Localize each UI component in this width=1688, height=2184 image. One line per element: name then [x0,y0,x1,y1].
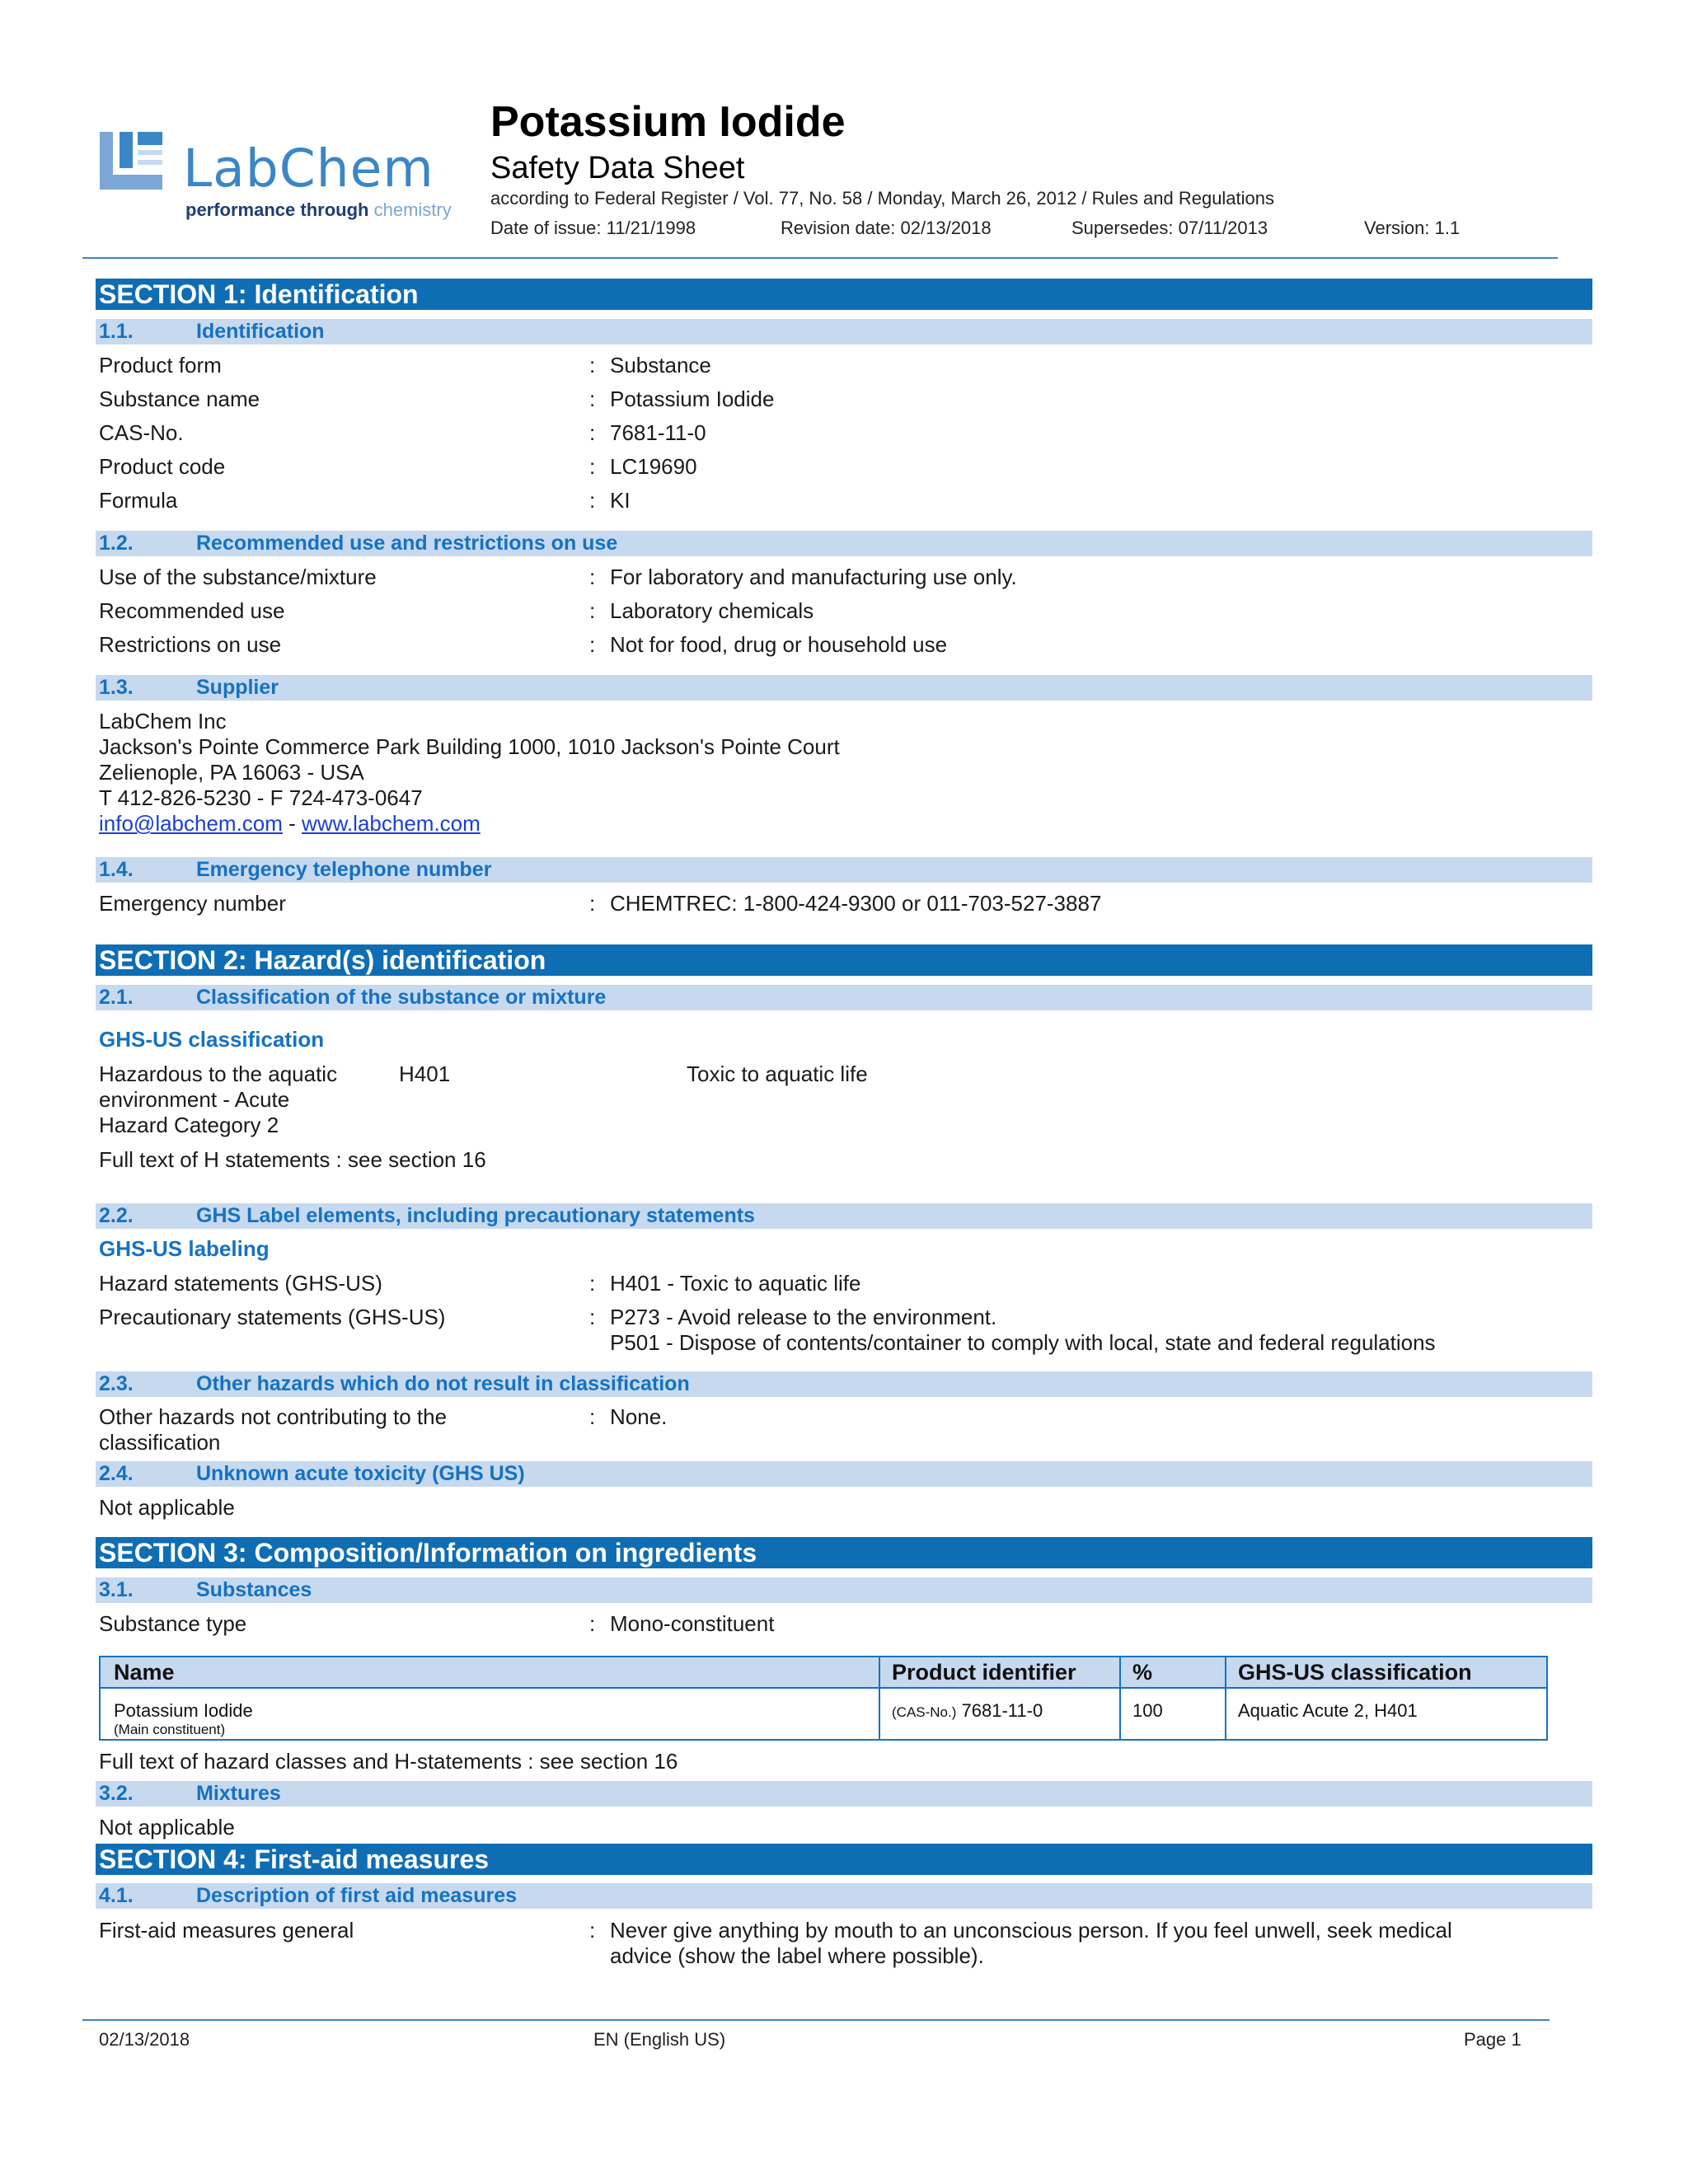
supplier-email-link[interactable]: info@labchem.com [99,811,283,836]
subsection-1-4: 1.4. Emergency telephone number [96,857,1592,883]
subsection-1-3: 1.3. Supplier [96,675,1592,701]
subsection-1-2: 1.2. Recommended use and restrictions on use [96,531,1592,556]
labchem-logo [96,124,484,223]
footer-date: 02/13/2018 [99,2029,190,2050]
table-header: Name [114,1660,175,1685]
hazard-class-line: Hazardous to the aquatic [99,1062,338,1086]
table-cell-identifier: (CAS-No.) 7681-11-0 [892,1700,1043,1721]
full-text-note: Full text of hazard classes and H-statements : see section 16 [99,1749,678,1774]
subsection-2-4: 2.4. Unknown acute toxicity (GHS US) [96,1461,1592,1487]
revision-date: Revision date: 02/13/2018 [781,218,992,238]
footer-divider [82,2019,1550,2021]
supplier-city: Zelienople, PA 16063 - USA [99,760,364,785]
hazard-class-line: environment - Acute [99,1087,290,1112]
supplier-phone: T 412-826-5230 - F 724-473-0647 [99,785,423,810]
hazard-description: Toxic to aquatic life [687,1062,868,1086]
table-cell-name-note: (Main constituent) [114,1722,226,1737]
logo-wordmark: LabChem [183,138,434,199]
subsection-2-1: 2.1. Classification of the substance or mixture [96,985,1592,1010]
supplier-address: Jackson's Pointe Commerce Park Building 1000, 1010 Jackson's Pointe Court [99,734,840,759]
ghs-classification-heading: GHS-US classification [99,1027,325,1052]
table-header: GHS-US classification [1238,1660,1472,1685]
logo-tagline: performance through chemistry [185,199,452,220]
section-3-header: SECTION 3: Composition/Information on ingredients [96,1537,1592,1568]
subsection-4-1: 4.1. Description of first aid measures [96,1883,1592,1909]
sds-page: LabChem performance through chemistry Potassium Iodide Safety Data Sheet according to Federal Register / Vol. 77, No. 58 / Monday, March 26, 2012 / Rules and Regulations Date of issue: 11/21/1998 Revision date: 02/13/2018 Supersedes: 07/11/2013 Version: 1.1 SECTION 1: Identification 1.1. Identification Product form : Substance Substance name : Potassium Iodide CAS-No. : 7681-11-0 Product code : LC19690 Formula : KI 1.2. Recommended use and restrictions on use Use of the substance/mixture : For laboratory and manufacturing use only. Recommended use : Laboratory chemicals Restrictions on use : Not for food, drug or household use 1.3. Supplier LabChem Inc Jackson's Pointe Commerce Park Building 1000, 1010 Jackson's Pointe Court Zelienople, PA 16063 - USA T 412-826-5230 - F 724-473-0647 info@labchem.com - www.labchem.com 1.4. Emergency telephone number Emergency number : CHEMTREC: 1-800-424-9300 or 011-703-527-3887 SECTION 2: Hazard(s) identification 2.1. Classification of the substance or mixture GHS-US classification Hazardous to the aquatic environment - Acute Hazard Category 2 H401 Toxic to aquatic life Full text of H statements : see section 16 2.2. GHS Label elements, including precautionary statements GHS-US labeling Hazard statements (GHS-US) : H401 - Toxic to aquatic life Precautionary statements (GHS-US) : P273 - Avoid release to the environment. P501 - Dispose of contents/container to comply with local, state and federal regulations 2.3. Other hazards which do not result in classification Other hazards not contributing to the : None. classification 2.4. Unknown acute toxicity (GHS US) Not applicable SECTION 3: Composition/Information on ingredients 3.1. Substances Substance type : Mono-constituent Name Product identifier % GHS-US classification Potassium Iodide (Main constituent) (CAS-No.) 7681-11-0 100 Aquatic Acute 2, H401 Full text of hazard classes and H-statements : see section 16 3.2. Mixtures Not applicable SECTION 4: First-aid measures 4.1. Description of first aid measures First-aid measures general : Never give anything by mouth to an unconscious person. If you feel unwell, seek medical advice (show the label where possible). 02/13/2018 EN (English US) Page 1 [0,0,1688,2184]
full-text-note: Full text of H statements : see section 16 [99,1147,486,1172]
table-cell-percent: 100 [1132,1700,1163,1721]
subsection-3-2: 3.2. Mixtures [96,1781,1592,1807]
version: Version: 1.1 [1364,218,1461,238]
hazard-class-line: Hazard Category 2 [99,1113,279,1137]
ghs-labeling-heading: GHS-US labeling [99,1236,270,1261]
table-cell-ghs: Aquatic Acute 2, H401 [1238,1700,1418,1721]
supplier-website-link[interactable]: www.labchem.com [302,811,481,836]
table-cell-name: Potassium Iodide [114,1700,253,1721]
hazard-code: H401 [399,1062,451,1086]
subsection-2-3: 2.3. Other hazards which do not result in classification [96,1371,1592,1397]
subsection-3-1: 3.1. Substances [96,1577,1592,1603]
section-2-header: SECTION 2: Hazard(s) identification [96,944,1592,976]
footer-language: EN (English US) [593,2029,726,2050]
table-header: Product identifier [892,1660,1076,1685]
labchem-logo-mark-icon [96,129,171,194]
composition-table [99,1656,1548,1741]
document-subtitle: Safety Data Sheet [490,151,745,185]
supersedes: Supersedes: 07/11/2013 [1071,218,1268,238]
section-4-header: SECTION 4: First-aid measures [96,1844,1592,1875]
unknown-toxicity-value: Not applicable [99,1495,235,1520]
subsection-2-2: 2.2. GHS Label elements, including precautionary statements [96,1203,1592,1229]
header-divider [82,257,1558,259]
supplier-contacts: info@labchem.com - www.labchem.com [99,811,481,836]
section-1-header: SECTION 1: Identification [96,279,1592,310]
subsection-1-1: 1.1. Identification [96,319,1592,344]
date-of-issue: Date of issue: 11/21/1998 [490,218,696,238]
table-header: % [1132,1660,1153,1685]
mixtures-value: Not applicable [99,1815,235,1840]
footer-page-number: Page 1 [1464,2029,1522,2050]
page-title: Potassium Iodide [490,98,846,146]
supplier-name: LabChem Inc [99,709,227,733]
regulation-line: according to Federal Register / Vol. 77, No. 58 / Monday, March 26, 2012 / Rules and Regulations [490,188,1275,209]
